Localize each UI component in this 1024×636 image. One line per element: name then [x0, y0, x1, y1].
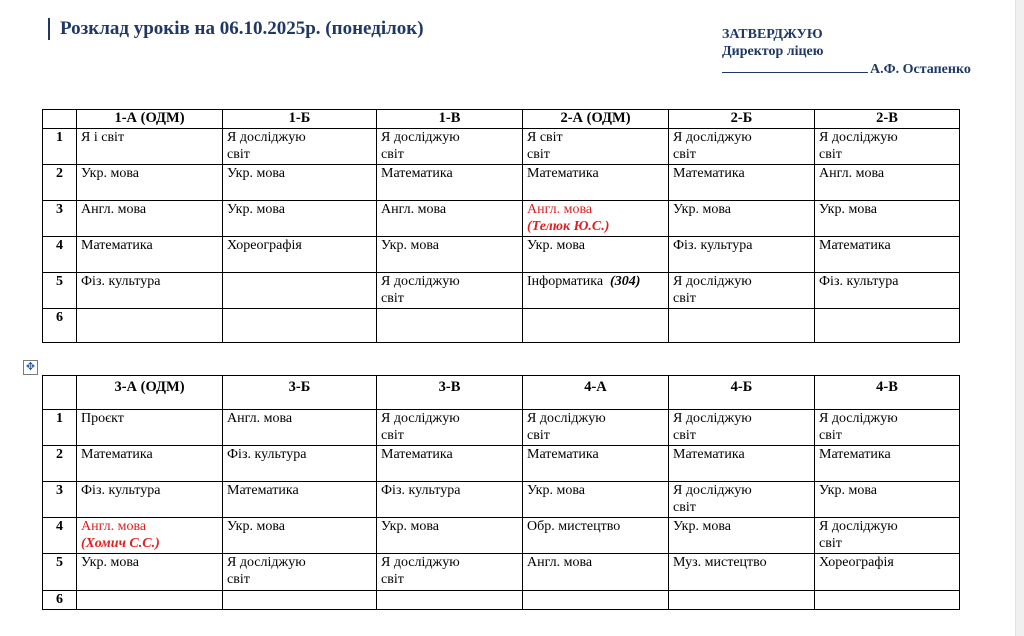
vertical-scrollbar[interactable] — [1015, 0, 1024, 636]
lesson-cell[interactable]: Укр. мова — [223, 165, 377, 201]
table-row — [43, 410, 960, 446]
lesson-cell[interactable]: Математика — [523, 165, 669, 201]
lesson-cell[interactable]: Фіз. культура — [815, 273, 960, 309]
table-header-row — [43, 376, 960, 410]
class-header: 2-Б — [669, 110, 815, 129]
room-number: (304) — [610, 274, 641, 289]
table-row — [43, 201, 960, 237]
lesson-cell[interactable]: Математика — [669, 165, 815, 201]
class-header: 1-А (ОДМ) — [77, 110, 223, 129]
lesson-cell[interactable]: Я світ світ — [523, 129, 669, 165]
lesson-cell[interactable]: Я досліджую світ — [223, 129, 377, 165]
table-row — [43, 482, 960, 518]
class-header: 4-Б — [669, 376, 815, 410]
lesson-cell[interactable]: Укр. мова — [223, 518, 377, 554]
class-header: 1-В — [377, 110, 523, 129]
lesson-cell[interactable]: Я досліджую світ — [377, 273, 523, 309]
director-label: Директор ліцею — [722, 44, 824, 59]
lesson-cell[interactable]: Укр. мова — [669, 518, 815, 554]
lesson-cell[interactable]: Англ. мова — [377, 201, 523, 237]
lesson-cell[interactable]: Муз. мистецтво — [669, 554, 815, 591]
lesson-cell[interactable]: Фіз. культура — [669, 237, 815, 273]
lesson-cell[interactable] — [223, 309, 377, 343]
class-header: 3-А (ОДМ) — [77, 376, 223, 410]
lesson-cell[interactable] — [377, 591, 523, 610]
lesson-cell[interactable]: Математика — [523, 446, 669, 482]
schedule-table-2 — [42, 375, 960, 610]
table-row — [43, 446, 960, 482]
lesson-cell[interactable] — [223, 273, 377, 309]
lesson-cell[interactable]: Я досліджую світ — [669, 129, 815, 165]
table-row — [43, 165, 960, 201]
text-cursor — [48, 18, 50, 40]
table-header-row — [43, 110, 960, 129]
lesson-cell[interactable]: Математика — [669, 446, 815, 482]
lesson-cell[interactable] — [815, 591, 960, 610]
lesson-number: 3 — [43, 482, 77, 518]
table-row — [43, 129, 960, 165]
lesson-cell[interactable]: Фіз. культура — [223, 446, 377, 482]
lesson-number: 2 — [43, 165, 77, 201]
lesson-cell[interactable]: Укр. мова — [377, 518, 523, 554]
lesson-cell[interactable]: Математика — [223, 482, 377, 518]
lesson-cell[interactable] — [77, 309, 223, 343]
lesson-cell-substitution[interactable]: Англ. мова (Телюк Ю.С.) — [523, 201, 669, 237]
lesson-cell[interactable]: Я досліджую світ — [377, 554, 523, 591]
lesson-cell[interactable]: Я досліджую світ — [377, 129, 523, 165]
lesson-cell[interactable]: Англ. мова — [523, 554, 669, 591]
lesson-cell[interactable]: Я досліджую світ — [669, 410, 815, 446]
lesson-number: 1 — [43, 129, 77, 165]
lesson-cell[interactable] — [815, 309, 960, 343]
substitute-teacher: (Хомич С.С.) — [81, 536, 160, 551]
lesson-cell[interactable]: Укр. мова — [815, 482, 960, 518]
lesson-cell[interactable]: Хореографія — [223, 237, 377, 273]
lesson-number: 5 — [43, 554, 77, 591]
lesson-cell[interactable]: Англ. мова — [77, 201, 223, 237]
lesson-cell[interactable]: Я досліджую світ — [669, 482, 815, 518]
table-move-handle-icon[interactable]: ✥ — [23, 360, 38, 375]
lesson-cell[interactable] — [377, 309, 523, 343]
lesson-cell[interactable] — [77, 591, 223, 610]
class-header: 2-А (ОДМ) — [523, 110, 669, 129]
lesson-cell[interactable] — [669, 309, 815, 343]
table-row — [43, 591, 960, 610]
lesson-cell[interactable] — [523, 591, 669, 610]
lesson-cell[interactable]: Я досліджую світ — [815, 518, 960, 554]
lesson-cell[interactable]: Укр. мова — [377, 237, 523, 273]
lesson-number: 3 — [43, 201, 77, 237]
lesson-cell[interactable]: Проєкт — [77, 410, 223, 446]
lesson-cell-substitution[interactable]: Англ. мова (Хомич С.С.) — [77, 518, 223, 554]
lesson-number: 6 — [43, 591, 77, 610]
lesson-cell[interactable]: Укр. мова — [77, 165, 223, 201]
signature-row — [722, 60, 971, 78]
lesson-cell[interactable]: Обр. мистецтво — [523, 518, 669, 554]
lesson-cell[interactable]: Укр. мова — [669, 201, 815, 237]
lesson-cell[interactable] — [523, 309, 669, 343]
lesson-number: 4 — [43, 237, 77, 273]
lesson-number: 5 — [43, 273, 77, 309]
class-header: 4-А — [523, 376, 669, 410]
corner-cell — [43, 110, 77, 129]
signature-line — [722, 60, 868, 73]
lesson-cell[interactable]: Я досліджую світ — [523, 410, 669, 446]
lesson-cell[interactable]: Фіз. культура — [77, 482, 223, 518]
table-row — [43, 554, 960, 591]
lesson-cell[interactable]: Фіз. культура — [77, 273, 223, 309]
lesson-cell[interactable]: Укр. мова — [815, 201, 960, 237]
lesson-cell[interactable]: Математика — [815, 446, 960, 482]
schedule-table-1 — [42, 109, 960, 343]
lesson-number: 1 — [43, 410, 77, 446]
lesson-cell[interactable]: Англ. мова — [223, 410, 377, 446]
lesson-cell[interactable]: Укр. мова — [77, 554, 223, 591]
table-row — [43, 518, 960, 554]
lesson-number: 6 — [43, 309, 77, 343]
lesson-cell[interactable]: Я досліджую світ — [815, 129, 960, 165]
lesson-cell[interactable]: Я досліджую світ — [377, 410, 523, 446]
lesson-number: 4 — [43, 518, 77, 554]
approve-label: ЗАТВЕРДЖУЮ — [722, 27, 823, 42]
lesson-cell[interactable]: Я досліджую світ — [223, 554, 377, 591]
page-title: Розклад уроків на 06.10.2025р. (понеділок) — [60, 18, 424, 39]
lesson-cell[interactable] — [669, 591, 815, 610]
lesson-cell[interactable]: Я і світ — [77, 129, 223, 165]
lesson-cell[interactable]: Я досліджую світ — [815, 410, 960, 446]
lesson-cell[interactable]: Укр. мова — [223, 201, 377, 237]
class-header: 3-Б — [223, 376, 377, 410]
class-header: 4-В — [815, 376, 960, 410]
substitute-teacher: (Телюк Ю.С.) — [527, 219, 610, 234]
lesson-cell[interactable]: Математика — [377, 165, 523, 201]
table-row — [43, 273, 960, 309]
lesson-cell[interactable]: Я досліджую світ — [669, 273, 815, 309]
class-header: 1-Б — [223, 110, 377, 129]
table-row — [43, 237, 960, 273]
director-name: А.Ф. Остапенко — [870, 62, 971, 77]
class-header: 2-В — [815, 110, 960, 129]
lesson-cell[interactable] — [223, 591, 377, 610]
lesson-cell[interactable]: Укр. мова — [523, 482, 669, 518]
table-row — [43, 309, 960, 343]
lesson-cell[interactable]: Математика — [377, 446, 523, 482]
class-header: 3-В — [377, 376, 523, 410]
lesson-cell[interactable]: Хореографія — [815, 554, 960, 591]
corner-cell — [43, 376, 77, 410]
lesson-cell[interactable]: Математика — [77, 446, 223, 482]
lesson-cell[interactable]: Англ. мова — [815, 165, 960, 201]
lesson-cell[interactable]: Інформатика (304) — [523, 273, 669, 309]
lesson-cell[interactable]: Укр. мова — [523, 237, 669, 273]
lesson-cell[interactable]: Математика — [77, 237, 223, 273]
lesson-number: 2 — [43, 446, 77, 482]
lesson-cell[interactable]: Фіз. культура — [377, 482, 523, 518]
lesson-cell[interactable]: Математика — [815, 237, 960, 273]
approval-block — [722, 26, 971, 78]
